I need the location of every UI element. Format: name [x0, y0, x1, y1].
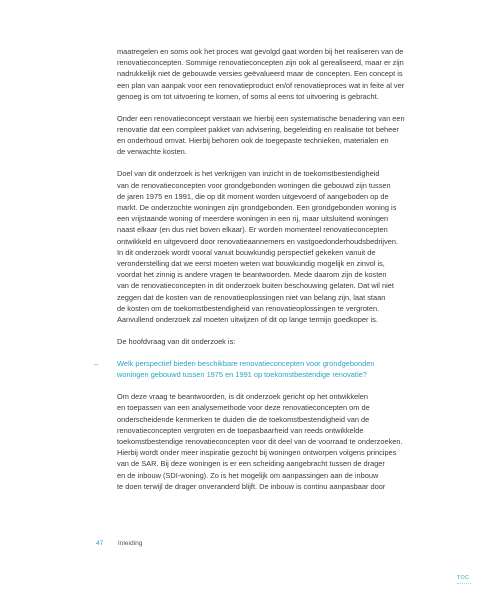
text-line: De hoofdvraag van dit onderzoek is: — [117, 337, 236, 347]
toc-underline — [457, 583, 471, 584]
paragraph — [117, 168, 429, 325]
text-line: te doen terwijl de drager onveranderd blijft. De inbouw is continu aanpasbaar door — [117, 481, 386, 491]
text-line: de kosten om de toekomstbestendigheid van renovatieoplossingen te vergroten. — [117, 303, 380, 313]
text-line: Onder een renovatieconcept verstaan we hierbij een systematische benadering van een — [117, 113, 405, 123]
text-line: Aanvullend onderzoek zal moeten uitwijzen of dit op lange termijn goedkoper is. — [117, 315, 378, 325]
text-line: veronderstelling dat we eerst moeten weten wat bouwkundig mogelijk en zinvol is, — [117, 259, 385, 269]
page-number: 47 — [96, 540, 104, 547]
question-line: Welk perspectief bieden beschikbare renovatieconcepten voor grondgebonden — [117, 359, 375, 369]
text-line: de verwachte kosten. — [117, 147, 187, 157]
text-line: renovatie dat een compleet pakket van advisering, begeleiding en realisatie tot beheer — [117, 125, 399, 135]
text-line: de jaren 1975 en 1991, die op dit moment worden uitgevoerd of aangeboden op de — [117, 191, 389, 201]
text-line: Om deze vraag te beantwoorden, is dit onderzoek gericht op het ontwikkelen — [117, 392, 369, 402]
paragraphs-after — [117, 391, 429, 492]
text-line: en onderhoud omvat. Hierbij behoren ook de toegepaste technieken, materialen en — [117, 136, 389, 146]
question-lines — [117, 358, 429, 380]
toc-link[interactable] — [457, 575, 471, 584]
paragraph — [117, 46, 429, 102]
text-line: maatregelen en soms ook het proces wat gevolgd gaat worden bij het realiseren van de — [117, 47, 404, 56]
text-line: van de renovatieconcepten voor grondgebonden woningen die gebouwd zijn tussen — [117, 180, 391, 190]
text-line: markt. De onderzochte woningen zijn grondgebonden. Een grondgebonden woning is — [117, 203, 397, 213]
question-line: woningen gebouwd tussen 1975 en 1991 op toekomstbestendige renovatie? — [117, 370, 367, 380]
paragraph — [117, 336, 429, 347]
text-line: ontwikkeld en uitgevoerd door renovatieaannemers en vastgoedonderhoudsbedrijven. — [117, 236, 399, 246]
text-line: voordat het zinnig is andere vragen te beantwoorden. Mede daarom zijn de kosten — [117, 270, 387, 280]
text-line: onderscheidende kenmerken te duiden die de toekomstbestendigheid van de — [117, 414, 370, 424]
text-line: In dit onderzoek wordt vooral vanuit bouwkundig perspectief gekeken vanuit de — [117, 247, 376, 257]
text-line: een plan van aanpak voor een renovatieproduct en/of renovatieproces wat in feite al ver — [117, 80, 405, 90]
text-line: renovatieconcepten. Sommige renovatieconcepten zijn ook al gerealiseerd, maar er zijn — [117, 58, 404, 68]
paragraph — [117, 113, 429, 158]
text-line: van de SAR. Bij deze woningen is er een scheiding aangebracht tussen de drager — [117, 459, 385, 469]
body-content — [94, 46, 429, 503]
text-line: van de renovatieconcepten in dit onderzoek buiten beschouwing gelaten. Dat wil niet — [117, 281, 394, 291]
text-line: naast elkaar (en dus niet boven elkaar). Er worden momenteel renovatieconcepten — [117, 225, 388, 235]
text-line: genoeg is om tot uitvoering te komen, of soms al eens tot uitvoering is gebracht. — [117, 91, 379, 101]
text-line: Doel van dit onderzoek is het verkrijgen van inzicht in de toekomstbestendigheid — [117, 169, 380, 179]
text-line: Hierbij wordt onder meer inspiratie gezocht bij woningen ontworpen volgens principes — [117, 448, 397, 458]
section-name: Inleiding — [117, 540, 143, 547]
page-footer — [96, 539, 142, 549]
question-dash: – — [94, 359, 99, 369]
text-line: en de inbouw (SDI-woning). Zo is het mogelijk om aanpassingen aan de inbouw — [117, 470, 379, 480]
text-line: toekomstbestendige renovatieconcepten voor dit deel van de voorraad te onderzoeken. — [117, 437, 403, 447]
text-line: nadrukkelijk niet de gebouwde versies geëvalueerd maar de concepten. Een concept is — [117, 69, 403, 79]
research-question — [94, 358, 429, 380]
text-line: een vrijstaande woning of meerdere woningen in een rij, maar uitsluitend woningen — [117, 214, 389, 224]
toc-label: TOC — [457, 575, 470, 581]
paragraphs-before — [117, 46, 429, 347]
text-line: renovatieconcepten vergroten en de toepasbaarheid van reeds ontwikkelde — [117, 425, 364, 435]
text-line: en toepassen van een analysemethode voor deze renovatieconcepten om de — [117, 403, 370, 413]
paragraph — [117, 391, 429, 492]
text-line: zeggen dat de kosten van de renovatieoplossingen niet van belang zijn, laat staan — [117, 292, 386, 302]
